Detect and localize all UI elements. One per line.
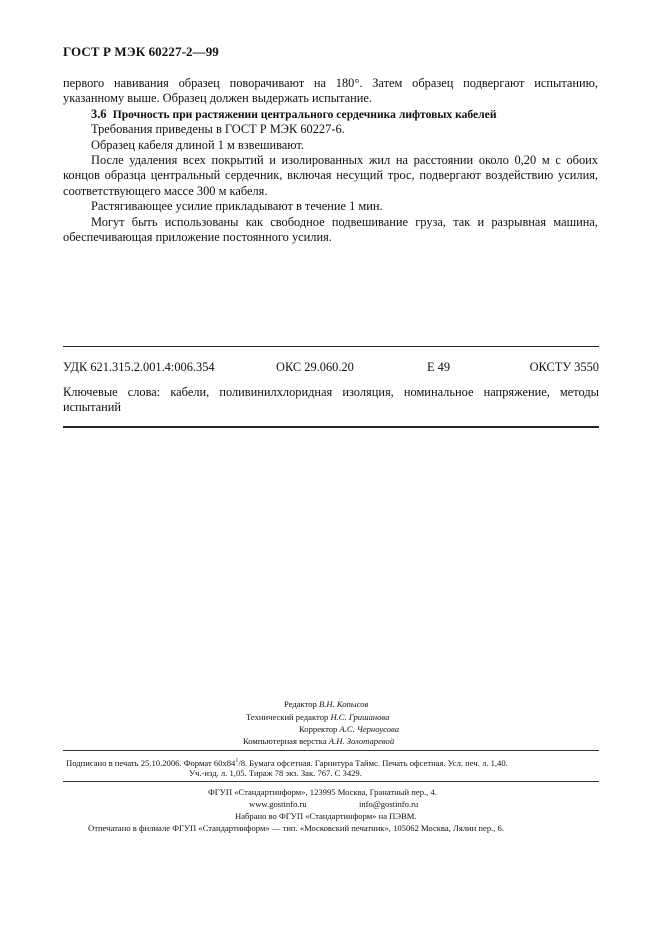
editor-role: Редактор bbox=[284, 699, 317, 709]
e-code: Е 49 bbox=[427, 360, 451, 374]
section-heading bbox=[63, 107, 598, 122]
layout-line bbox=[243, 735, 394, 747]
print-info-b: /8. Бумага офсетная. Гарнитура Таймс. Печать офсетная. Усл. печ. л. 1,40. bbox=[238, 758, 508, 768]
section-number: 3.6 bbox=[91, 106, 107, 121]
publisher-email: info@gostinfo.ru bbox=[359, 799, 419, 809]
paragraph: Могут быть использованы как свободное подвешивание груза, так и разрывная машина, обеспечивающая приложение постоянного усилия. bbox=[63, 214, 598, 245]
typesetting-line: Набрано во ФГУП «Стандартинформ» на ПЭВМ. bbox=[235, 811, 417, 821]
paragraph: После удаления всех покрытий и изолированных жил на расстоянии около 0,20 м с обоих концов образца центральный сердечник, включая несущий трос, подвергают воздействию усилия, соответствующего массе 300 м кабеля. bbox=[63, 153, 598, 198]
okstu-code: ОКСТУ 3550 bbox=[529, 360, 599, 374]
corrector-name: А.С. Черноусова bbox=[339, 724, 399, 734]
editor-name: В.Н. Копысов bbox=[319, 699, 369, 709]
print-info-a: Подписано в печать 25.10.2006. Формат 60х84 bbox=[66, 758, 236, 768]
imprint-divider bbox=[63, 750, 599, 751]
oks-code: ОКС 29.060.20 bbox=[276, 360, 354, 374]
layout-role: Компьютерная верстка bbox=[243, 736, 327, 746]
corrector-role: Корректор bbox=[299, 724, 338, 734]
editor-line bbox=[284, 698, 368, 710]
publisher-site: www.gostinfo.ru bbox=[249, 799, 307, 809]
paragraph: Образец кабеля длиной 1 м взвешивают. bbox=[91, 137, 304, 152]
printing-line: Отпечатано в филиале ФГУП «Стандартинформ» — тип. «Московский печатник», 105062 Москва, Лялин пер., 6. bbox=[88, 823, 505, 833]
tech-editor-name: Н.С. Гришанова bbox=[330, 712, 390, 722]
print-info-line2: Уч.-изд. л. 1,05. Тираж 78 экз. Зак. 767. С 3429. bbox=[189, 768, 362, 778]
print-info-sup: 1 bbox=[235, 758, 239, 764]
tech-editor-role: Технический редактор bbox=[246, 712, 329, 722]
paragraph-continuation: первого навивания образец поворачивают на 180°. Затем образец подвергают испытанию, указанному выше. Образец должен выдержать испытание. bbox=[63, 76, 598, 106]
divider-top bbox=[63, 346, 599, 347]
udk-code: УДК 621.315.2.001.4:006.354 bbox=[63, 360, 215, 374]
document-header: ГОСТ Р МЭК 60227-2—99 bbox=[63, 44, 219, 59]
paragraph: Требования приведены в ГОСТ Р МЭК 60227-6. bbox=[91, 122, 345, 137]
tech-editor-line bbox=[246, 711, 389, 723]
paragraph: Растягивающее усилие прикладывают в течение 1 мин. bbox=[91, 199, 383, 214]
corrector-line bbox=[299, 723, 399, 735]
keywords: Ключевые слова: кабели, поливинилхлоридная изоляция, номинальное напряжение, методы испытаний bbox=[63, 385, 599, 415]
section-title: Прочность при растяжении центрального сердечника лифтовых кабелей bbox=[112, 107, 497, 121]
publisher-line: ФГУП «Стандартинформ», 123995 Москва, Гранатный пер., 4. bbox=[208, 787, 437, 797]
layout-name: А.Н. Золотаревой bbox=[328, 736, 395, 746]
imprint-divider bbox=[63, 781, 599, 782]
document-body bbox=[63, 76, 598, 245]
divider-bottom bbox=[63, 426, 599, 428]
